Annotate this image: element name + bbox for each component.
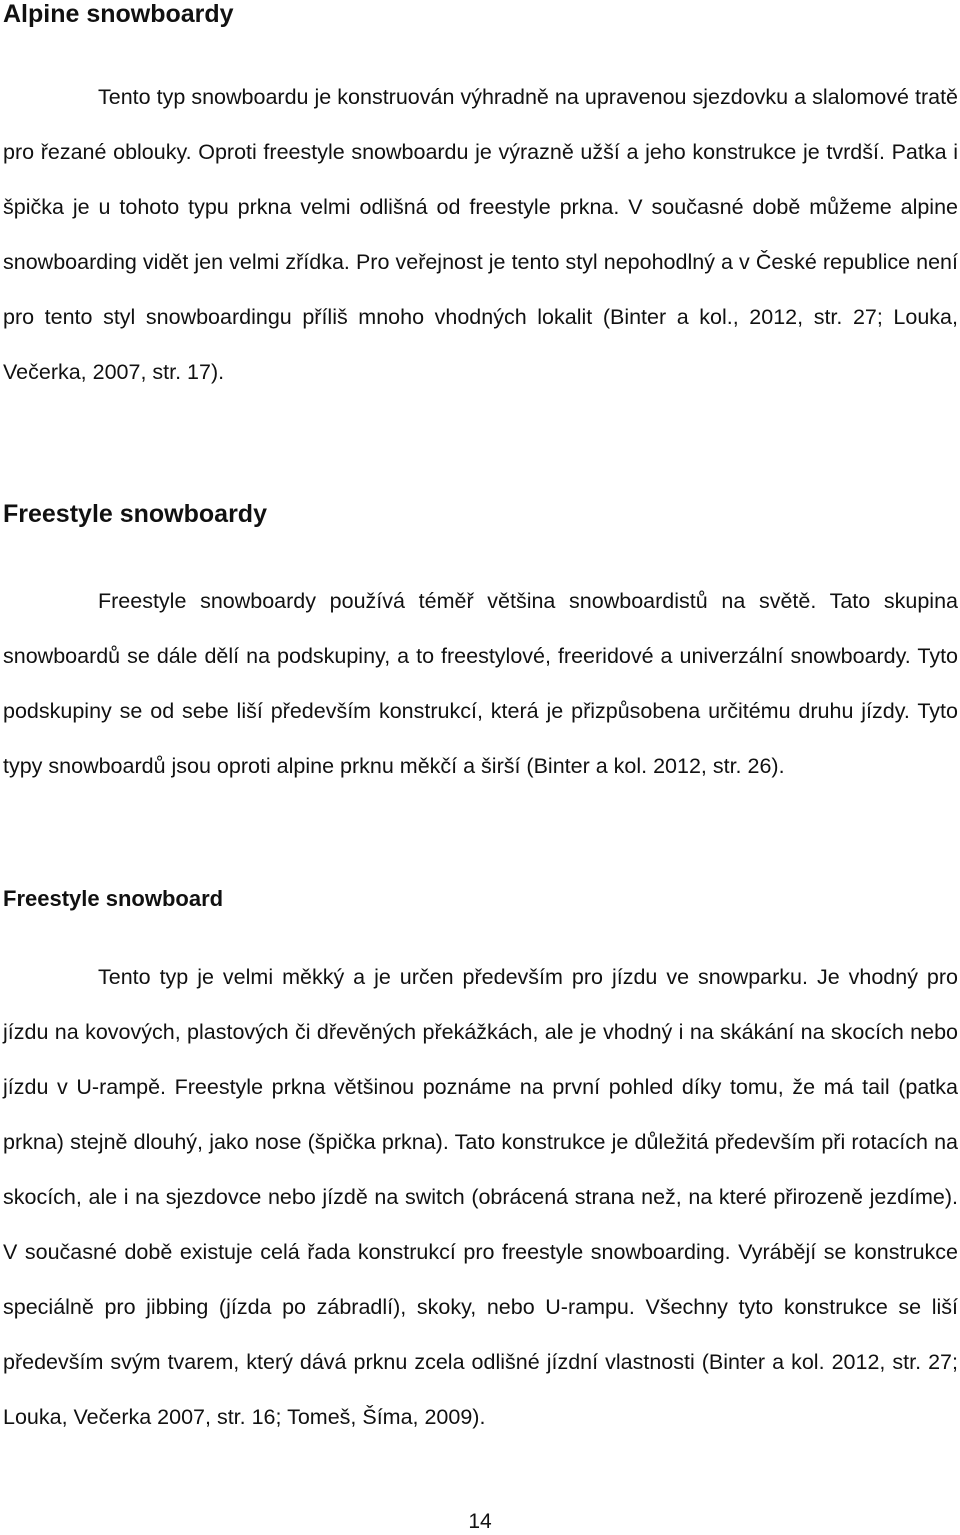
paragraph-freestyle-snowboardy: Freestyle snowboardy používá téměř většina snowboardistů na světě. Tato skupina snowboardů se dále dělí na podskupiny, a to freestylové, freeridové a univerzální snowboardy. Tyto podskupiny se od sebe liší především konstrukcí, která je přizpůsobena určitému druhu jízdy. Tyto typy snowboardů jsou oproti alpine prknu měkčí a širší (Binter a kol. 2012, str. 26).	[3, 589, 958, 778]
paragraph-alpine-snowboardy: Tento typ snowboardu je konstruován výhradně na upravenou sjezdovku a slalomové tratě pro řezané oblouky. Oproti freestyle snowboardu je výrazně užší a jeho konstrukce je tvrdší. Patka i špička je u tohoto typu prkna velmi odlišná od freestyle prkna. V současné době můžeme alpine snowboarding vidět jen velmi zřídka. Pro veřejnost je tento styl nepohodlný a v České republice není pro tento styl snowboardingu příliš mnoho vhodných lokalit (Binter a kol., 2012, str. 27; Louka, Večerka, 2007, str. 17).	[3, 85, 958, 384]
heading-freestyle-snowboard: Freestyle snowboard	[3, 886, 224, 911]
heading-alpine-snowboardy: Alpine snowboardy	[3, 0, 234, 28]
heading-freestyle-snowboardy: Freestyle snowboardy	[3, 500, 267, 528]
paragraph-freestyle-snowboard: Tento typ je velmi měkký a je určen především pro jízdu ve snowparku. Je vhodný pro jízdu na kovových, plastových či dřevěných překážkách, ale je vhodný i na skákání na skocích nebo jízdu v U-rampě. Freestyle prkna většinou poznáme na první pohled díky tomu, že má tail (patka prkna) stejně dlouhý, jako nose (špička prkna). Tato konstrukce je důležitá především při rotacích na skocích, ale i na sjezdovce nebo jízdě na switch (obrácená strana než, na které přirozeně jezdíme). V současné době existuje celá řada konstrukcí pro freestyle snowboarding. Vyrábějí se konstrukce speciálně pro jibbing (jízda po zábradlí), skoky, nebo U-rampu. Všechny tyto konstrukce se liší především svým tvarem, který dává prknu zcela odlišné jízdní vlastnosti (Binter a kol. 2012, str. 27; Louka, Večerka 2007, str. 16; Tomeš, Šíma, 2009).	[3, 965, 958, 1429]
page-number: 14	[468, 1510, 492, 1533]
